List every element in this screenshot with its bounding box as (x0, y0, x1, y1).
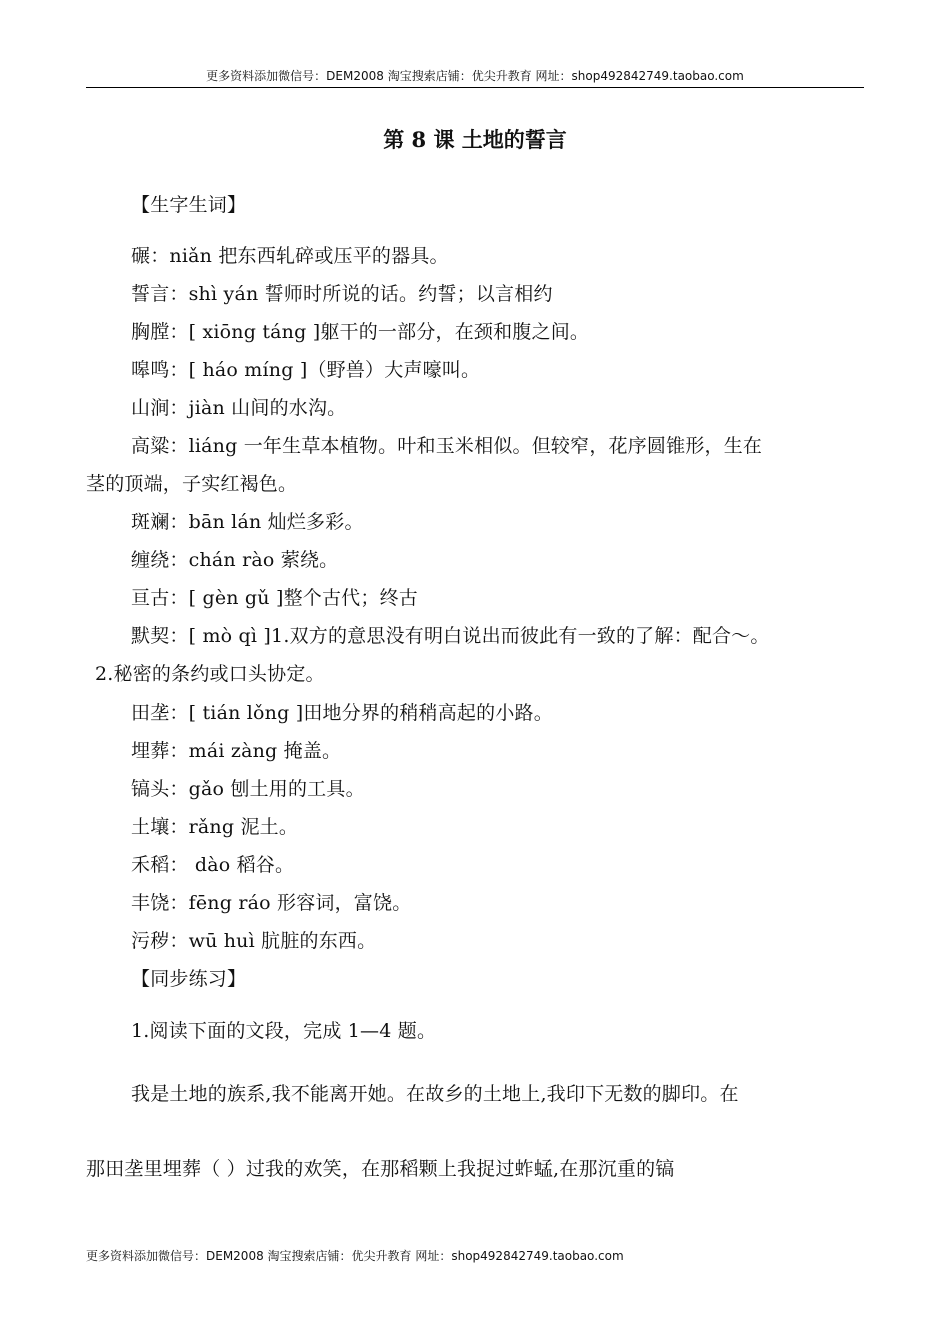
question-prompt: 1.阅读下面的文段，完成 1—4 题。 (131, 1020, 437, 1042)
vocab-line: 山涧：jiàn 山间的水沟。 (131, 397, 347, 419)
vocab-line: 碾：niǎn 把东西轧碎或压平的器具。 (131, 245, 449, 267)
header-divider (86, 87, 864, 88)
vocab-line-continued: 2.秘密的条约或口头协定。 (95, 663, 325, 685)
passage-line: 那田垄里埋葬（ ）过我的欢笑，在那稻颗上我捉过蚱蜢,在那沉重的镐 (86, 1158, 675, 1180)
vocab-line: 嗥鸣：[ háo míng ]（野兽）大声嚎叫。 (131, 359, 481, 381)
vocab-line: 污秽：wū huì 肮脏的东西。 (131, 930, 377, 952)
vocab-line: 丰饶：fēng ráo 形容词，富饶。 (131, 892, 412, 914)
vocab-line-continued: 茎的顶端，子实红褐色。 (86, 473, 298, 495)
vocab-line: 埋葬：mái zàng 掩盖。 (131, 740, 342, 762)
vocab-line: 缠绕：chán rào 萦绕。 (131, 549, 339, 571)
vocab-line: 镐头：gǎo 刨土用的工具。 (131, 778, 365, 800)
vocab-line: 誓言：shì yán 誓师时所说的话。约誓；以言相约 (131, 283, 553, 305)
vocab-line: 斑斓：bān lán 灿烂多彩。 (131, 511, 364, 533)
vocab-line: 高粱：liáng 一年生草本植物。叶和玉米相似。但较窄，花序圆锥形，生在 (131, 435, 763, 457)
vocab-line: 土壤：rǎng 泥土。 (131, 816, 299, 838)
lesson-title: 第 8 课 土地的誓言 (383, 127, 567, 152)
vocab-line: 胸膛：[ xiōng táng ]躯干的一部分，在颈和腹之间。 (131, 321, 590, 343)
passage-line: 我是土地的族系,我不能离开她。在故乡的土地上,我印下无数的脚印。在 (131, 1083, 739, 1105)
vocab-line: 默契：[ mò qì ]1.双方的意思没有明白说出而彼此有一致的了解：配合～。 (131, 625, 770, 647)
vocab-heading: 【生字生词】 (131, 194, 247, 216)
practice-heading: 【同步练习】 (131, 968, 247, 990)
vocab-line: 禾稻： dào 稻谷。 (131, 854, 295, 876)
vocab-line: 田垄：[ tián lǒng ]田地分界的稍稍高起的小路。 (131, 702, 553, 724)
vocab-line: 亘古：[ gèn gǔ ]整个古代；终古 (131, 587, 418, 609)
page-footer: 更多资料添加微信号：DEM2008 淘宝搜索店铺：优尖升教育 网址：shop492842749.taobao.com (86, 1249, 624, 1263)
page-header: 更多资料添加微信号：DEM2008 淘宝搜索店铺：优尖升教育 网址：shop492842749.taobao.com (206, 69, 744, 83)
